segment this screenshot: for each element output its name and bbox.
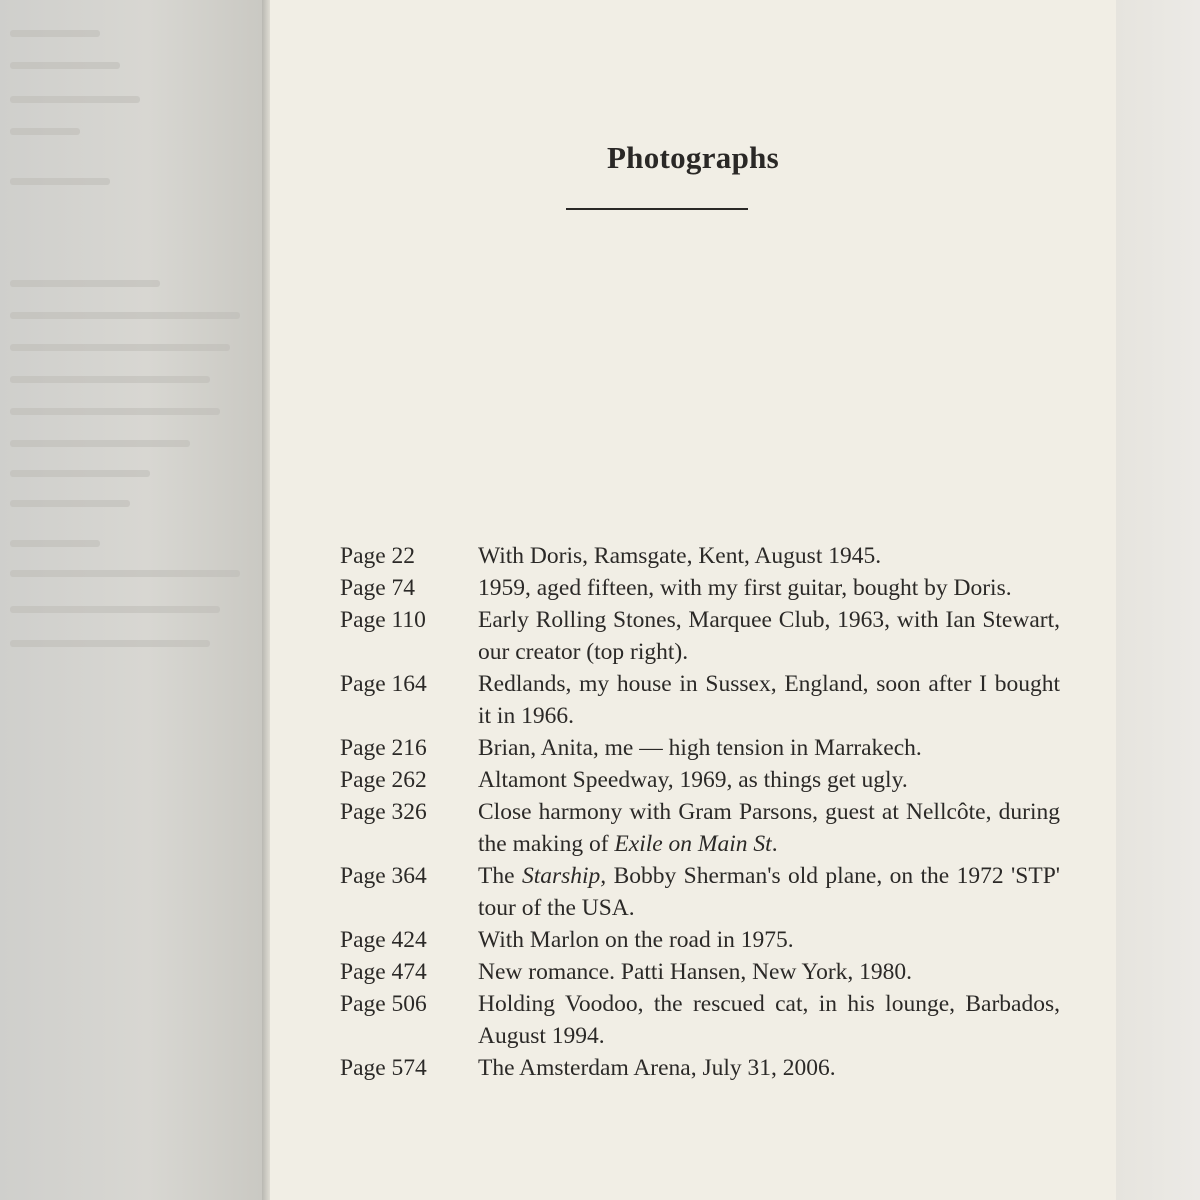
entry-caption: Brian, Anita, me — high tension in Marrakech.: [478, 735, 922, 761]
list-item: [340, 540, 1060, 572]
left-page: [0, 0, 268, 1200]
entry-page-number: Page 216: [340, 735, 427, 761]
page-title: Photographs: [606, 140, 780, 175]
entry-page-number: Page 326: [340, 799, 427, 825]
entry-caption: Redlands, my house in Sussex, England, soon after I bought it in 1966.: [478, 671, 1060, 729]
entry-caption: Holding Voodoo, the rescued cat, in his lounge, Barbados, August 1994.: [478, 991, 1060, 1049]
list-item: [340, 924, 1060, 956]
entry-caption-text: Close harmony with Gram Parsons, guest at Nellcôte, during the making of: [478, 799, 1060, 857]
entry-page-number: Page 364: [340, 863, 427, 889]
entry-page-number: Page 262: [340, 767, 427, 793]
list-item: [340, 764, 1060, 796]
entry-caption-text: Bobby Sherman's old plane, on the 1972 'STP' tour of the USA.: [478, 863, 1060, 921]
entry-caption: With Doris, Ramsgate, Kent, August 1945.: [478, 543, 882, 569]
entry-caption: The Amsterdam Arena, July 31, 2006.: [478, 1055, 836, 1081]
entry-page-number: Page 506: [340, 991, 427, 1017]
title-underline-rule: [566, 208, 748, 210]
right-page: [270, 0, 1116, 1200]
entry-caption-text: The: [478, 863, 522, 889]
list-item: [340, 796, 1060, 860]
list-item: [340, 604, 1060, 668]
list-item: [340, 732, 1060, 764]
entry-page-number: Page 164: [340, 671, 427, 697]
list-item: [340, 956, 1060, 988]
entry-caption: Altamont Speedway, 1969, as things get ugly.: [478, 767, 908, 793]
entry-page-number: Page 424: [340, 927, 427, 953]
entry-caption: [478, 860, 1060, 924]
entry-caption: With Marlon on the road in 1975.: [478, 927, 794, 953]
entry-page-number: Page 110: [340, 607, 426, 633]
entry-page-number: Page 22: [340, 543, 416, 569]
list-item: [340, 1052, 1060, 1084]
list-item: [340, 860, 1060, 924]
list-item: [340, 668, 1060, 732]
list-item: [340, 988, 1060, 1052]
entry-caption-italic-title: Exile on Main St: [614, 831, 772, 857]
entry-caption-text: .: [771, 831, 778, 857]
entry-caption: [478, 796, 1060, 860]
entry-page-number: Page 74: [340, 575, 416, 601]
list-item: [340, 572, 1060, 604]
entry-caption: Early Rolling Stones, Marquee Club, 1963, with Ian Stewart, our creator (top right).: [478, 607, 1060, 665]
left-page-bleed-through-text: [0, 0, 260, 1200]
entry-page-number: Page 474: [340, 959, 427, 985]
entry-caption: New romance. Patti Hansen, New York, 1980.: [478, 959, 913, 985]
entry-caption-italic-title: Starship,: [521, 863, 607, 889]
photograph-list: [340, 540, 1060, 1084]
entry-caption: 1959, aged fifteen, with my first guitar, bought by Doris.: [478, 575, 1012, 601]
entry-page-number: Page 574: [340, 1055, 427, 1081]
background-surface: [1116, 0, 1200, 1200]
